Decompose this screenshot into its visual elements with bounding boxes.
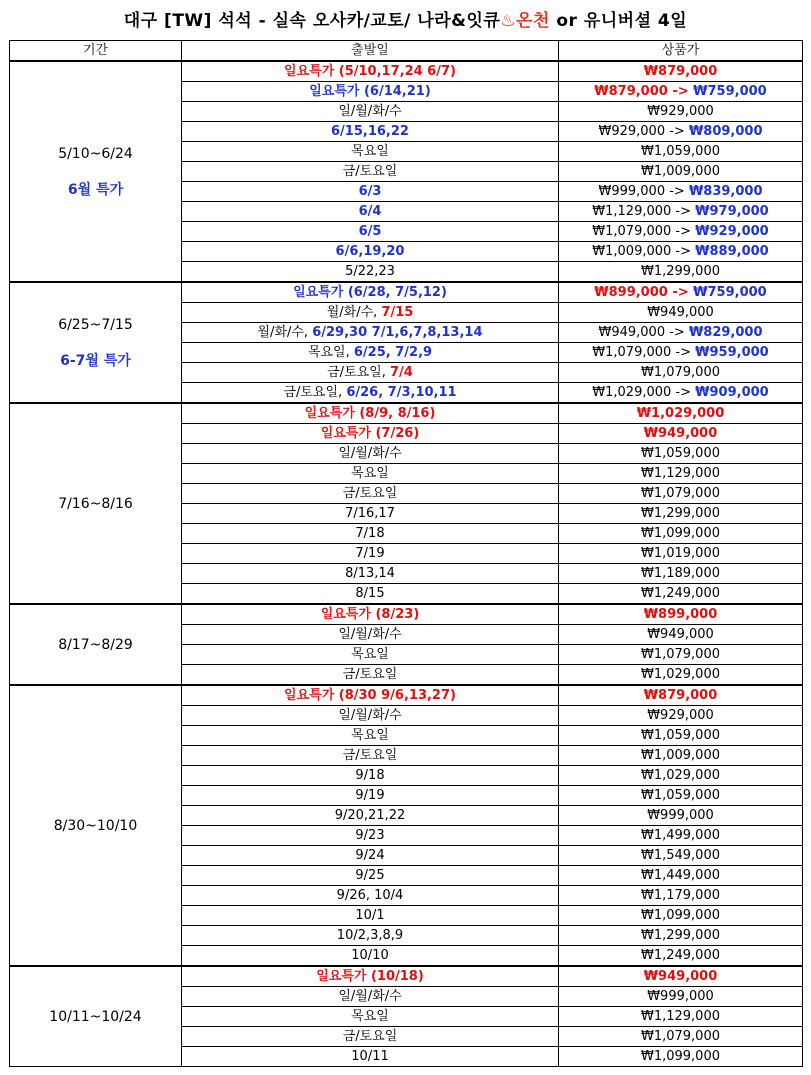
price-cell [559,1047,803,1067]
hot-spring-label: ♨온천 [500,11,550,31]
table-row [10,966,803,987]
departure-text: 5/22,23 [345,264,395,279]
price-text: ₩949,000 [647,627,714,642]
departure-cell [182,504,559,524]
header-price: 상품가 [559,41,803,62]
price-cell [559,1007,803,1027]
price-text: ₩1,009,000 [640,748,720,763]
price-text: ₩949,000 [643,969,718,984]
departure-text: 7/16,17 [345,506,395,521]
price-text: ₩1,129,000 [640,466,720,481]
price-text: ₩879,000 -> [594,84,694,99]
departure-text: 9/18 [355,768,385,783]
price-text: ₩759,000 [693,84,767,99]
departure-cell [182,464,559,484]
departure-text: 일요특가 (5/10,17,24 6/7) [284,64,456,79]
price-cell [559,665,803,686]
price-text: ₩1,249,000 [640,948,720,963]
departure-cell [182,202,559,222]
departure-text: 6/26, 7/3,10,11 [346,385,457,400]
departure-cell [182,544,559,564]
period-label: 10/11~10/24 [49,1008,142,1025]
departure-text: 일/월/화/수 [338,104,402,119]
price-text: ₩1,029,000 [640,768,720,783]
departure-cell [182,1027,559,1047]
departure-text: 6/15,16,22 [331,124,409,139]
departure-cell [182,946,559,967]
period-label: 6/25~7/15 [58,316,133,333]
departure-text: 10/2,3,8,9 [336,928,404,943]
price-cell [559,604,803,625]
price-text: ₩1,099,000 [640,908,720,923]
price-text: ₩1,079,000 [640,365,720,380]
departure-text: 7/18 [355,526,385,541]
departure-text: 8/13,14 [345,566,395,581]
departure-text: 6/25, 7/2,9 [353,345,433,360]
title-part2: or 유니버셜 4일 [549,11,688,31]
departure-text: 일요특가 (8/23) [320,607,420,622]
price-cell [559,82,803,102]
price-text: ₩1,189,000 [640,566,720,581]
departure-text: 일/월/화/수 [338,989,402,1004]
price-cell [559,222,803,242]
price-text: ₩929,000 [695,224,769,239]
price-cell [559,645,803,665]
price-cell [559,464,803,484]
price-text: ₩839,000 [688,184,763,199]
departure-cell [182,282,559,303]
price-cell [559,584,803,605]
departure-text: 월/화/수, [257,325,313,340]
price-cell [559,343,803,363]
departure-cell [182,524,559,544]
price-cell [559,61,803,82]
period-cell [10,61,182,282]
price-cell [559,504,803,524]
price-cell [559,242,803,262]
price-text: ₩759,000 [693,285,767,300]
price-cell [559,544,803,564]
price-text: ₩1,299,000 [640,506,720,521]
departure-text: 금/토요일 [342,164,398,179]
price-text: ₩929,000 [647,708,714,723]
departure-cell [182,182,559,202]
departure-text: 10/10 [351,948,389,963]
price-text: ₩899,000 [643,607,718,622]
price-text: ₩999,000 -> [598,184,689,199]
departure-cell [182,906,559,926]
departure-text: 10/1 [355,908,385,923]
table-row [10,282,803,303]
price-cell [559,766,803,786]
price-text: ₩1,299,000 [640,264,720,279]
price-cell [559,424,803,444]
departure-cell [182,966,559,987]
departure-text: 10/11 [351,1049,389,1064]
departure-cell [182,142,559,162]
price-cell [559,363,803,383]
departure-text: 9/19 [355,788,385,803]
departure-text: 일/월/화/수 [338,627,402,642]
price-text: ₩959,000 [695,345,769,360]
departure-cell [182,82,559,102]
price-text: ₩829,000 [688,325,763,340]
price-cell [559,625,803,645]
departure-cell [182,866,559,886]
price-text: ₩949,000 -> [598,325,689,340]
departure-cell [182,746,559,766]
header-period: 기간 [10,41,182,62]
table-row [10,604,803,625]
table-row [10,685,803,706]
price-text: ₩1,059,000 [640,446,720,461]
departure-cell [182,484,559,504]
price-table [9,40,803,1067]
departure-cell [182,665,559,686]
price-text: ₩999,000 [647,989,714,1004]
price-cell [559,866,803,886]
price-text: ₩1,029,000 -> [592,385,696,400]
period-label: 5/10~6/24 [58,145,133,162]
departure-text: 7/19 [355,546,385,561]
price-text: ₩1,079,000 [640,486,720,501]
price-text: ₩979,000 [695,204,769,219]
departure-text: 9/23 [355,828,385,843]
departure-cell [182,122,559,142]
departure-text: 6/6,19,20 [335,244,405,259]
price-cell [559,966,803,987]
departure-cell [182,1047,559,1067]
departure-cell [182,766,559,786]
period-label: 7/16~8/16 [58,495,133,512]
departure-cell [182,363,559,383]
departure-cell [182,303,559,323]
price-text: ₩1,129,000 [640,1009,720,1024]
price-cell [559,102,803,122]
departure-cell [182,383,559,404]
price-text: ₩949,000 [643,426,718,441]
departure-text: 6/4 [358,204,382,219]
price-cell [559,444,803,464]
special-offer-label: 6-7월 특가 [60,352,131,369]
price-text: ₩909,000 [695,385,769,400]
price-cell [559,726,803,746]
departure-cell [182,886,559,906]
header-departure: 출발일 [182,41,559,62]
departure-cell [182,987,559,1007]
price-text: ₩879,000 [643,688,718,703]
price-cell [559,282,803,303]
price-text: ₩1,059,000 [640,788,720,803]
price-text: ₩1,449,000 [640,868,720,883]
departure-cell [182,444,559,464]
price-cell [559,142,803,162]
table-row [10,403,803,424]
departure-cell [182,604,559,625]
price-text: ₩1,009,000 -> [592,244,696,259]
departure-cell [182,645,559,665]
departure-text: 일/월/화/수 [338,708,402,723]
price-text: ₩899,000 -> [594,285,694,300]
price-text: ₩1,009,000 [640,164,720,179]
price-cell [559,746,803,766]
price-text: ₩1,099,000 [640,1049,720,1064]
departure-text: 9/26, 10/4 [336,888,404,903]
price-text: ₩1,059,000 [640,728,720,743]
price-cell [559,706,803,726]
departure-cell [182,403,559,424]
price-text: ₩1,019,000 [640,546,720,561]
period-cell [10,604,182,685]
departure-cell [182,262,559,283]
price-text: ₩1,499,000 [640,828,720,843]
departure-text: 목요일, [307,345,354,360]
departure-cell [182,625,559,645]
departure-cell [182,242,559,262]
departure-text: 8/15 [355,586,385,601]
departure-text: 9/25 [355,868,385,883]
departure-text: 일요특가 (8/30 9/6,13,27) [284,688,456,703]
price-text: ₩879,000 [643,64,718,79]
price-text: ₩1,079,000 [640,647,720,662]
departure-text: 일요특가 (6/14,21) [309,84,431,99]
departure-cell [182,826,559,846]
departure-text: 금/토요일 [342,667,398,682]
price-text: ₩1,029,000 [636,406,725,421]
departure-cell [182,584,559,605]
price-cell [559,383,803,404]
price-cell [559,182,803,202]
table-row [10,61,803,82]
departure-text: 9/20,21,22 [334,808,406,823]
departure-text: 금/토요일 [342,486,398,501]
price-cell [559,826,803,846]
price-text: ₩929,000 [647,104,714,119]
departure-cell [182,564,559,584]
price-text: ₩1,549,000 [640,848,720,863]
price-cell [559,786,803,806]
special-offer-label: 6월 특가 [67,181,124,198]
departure-text: 금/토요일 [342,748,398,763]
departure-text: 7/15 [381,305,414,320]
departure-cell [182,424,559,444]
departure-text: 금/토요일, [327,365,391,380]
departure-cell [182,726,559,746]
departure-cell [182,102,559,122]
price-text: ₩1,079,000 [640,1029,720,1044]
period-label: 8/30~10/10 [53,817,138,834]
departure-cell [182,343,559,363]
price-text: ₩999,000 [647,808,714,823]
departure-cell [182,786,559,806]
departure-text: 6/29,30 7/1,6,7,8,13,14 [312,325,483,340]
price-text: ₩889,000 [695,244,769,259]
departure-text: 금/토요일, [283,385,347,400]
departure-text: 목요일 [351,144,389,159]
price-text: ₩1,249,000 [640,586,720,601]
departure-text: 일요특가 (10/18) [316,969,424,984]
departure-text: 목요일 [351,1009,389,1024]
price-cell [559,987,803,1007]
period-cell [10,282,182,403]
price-text: ₩1,079,000 -> [592,224,696,239]
price-cell [559,403,803,424]
departure-text: 월/화/수, [326,305,382,320]
departure-text: 목요일 [351,647,389,662]
price-cell [559,303,803,323]
departure-cell [182,1007,559,1027]
price-cell [559,524,803,544]
price-text: ₩1,099,000 [640,526,720,541]
departure-text: 목요일 [351,728,389,743]
price-cell [559,806,803,826]
period-cell [10,403,182,604]
period-cell [10,966,182,1067]
price-text: ₩1,299,000 [640,928,720,943]
price-cell [559,926,803,946]
price-text: ₩1,059,000 [640,144,720,159]
page-title [0,6,811,31]
departure-cell [182,323,559,343]
departure-text: 9/24 [355,848,385,863]
departure-cell [182,222,559,242]
price-cell [559,202,803,222]
departure-cell [182,162,559,182]
departure-text: 금/토요일 [342,1029,398,1044]
departure-text: 일요특가 (7/26) [320,426,420,441]
price-text: ₩929,000 -> [598,124,689,139]
departure-cell [182,706,559,726]
title-part1: 대구 [TW] 석석 - 실속 오사카/교토/ 나라&잇큐 [123,11,501,31]
departure-text: 일/월/화/수 [338,446,402,461]
price-text: ₩1,179,000 [640,888,720,903]
departure-text: 6/5 [358,224,382,239]
price-cell [559,564,803,584]
departure-text: 목요일 [351,466,389,481]
price-cell [559,122,803,142]
price-cell [559,886,803,906]
departure-text: 일요특가 (8/9, 8/16) [304,406,436,421]
price-cell [559,685,803,706]
departure-cell [182,685,559,706]
price-text: ₩1,129,000 -> [592,204,696,219]
price-text: ₩1,029,000 [640,667,720,682]
departure-cell [182,926,559,946]
price-cell [559,323,803,343]
departure-cell [182,846,559,866]
price-cell [559,1027,803,1047]
price-cell [559,846,803,866]
departure-text: 일요특가 (6/28, 7/5,12) [293,285,447,300]
departure-cell [182,806,559,826]
departure-text: 6/3 [358,184,382,199]
price-text: ₩809,000 [688,124,763,139]
period-label: 8/17~8/29 [58,636,133,653]
departure-cell [182,61,559,82]
price-cell [559,946,803,967]
price-cell [559,906,803,926]
period-cell [10,685,182,966]
price-cell [559,484,803,504]
table-header-row [10,41,803,62]
departure-text: 7/4 [390,365,413,380]
price-text: ₩1,079,000 -> [592,345,696,360]
price-cell [559,162,803,182]
price-text: ₩949,000 [647,305,714,320]
price-cell [559,262,803,283]
